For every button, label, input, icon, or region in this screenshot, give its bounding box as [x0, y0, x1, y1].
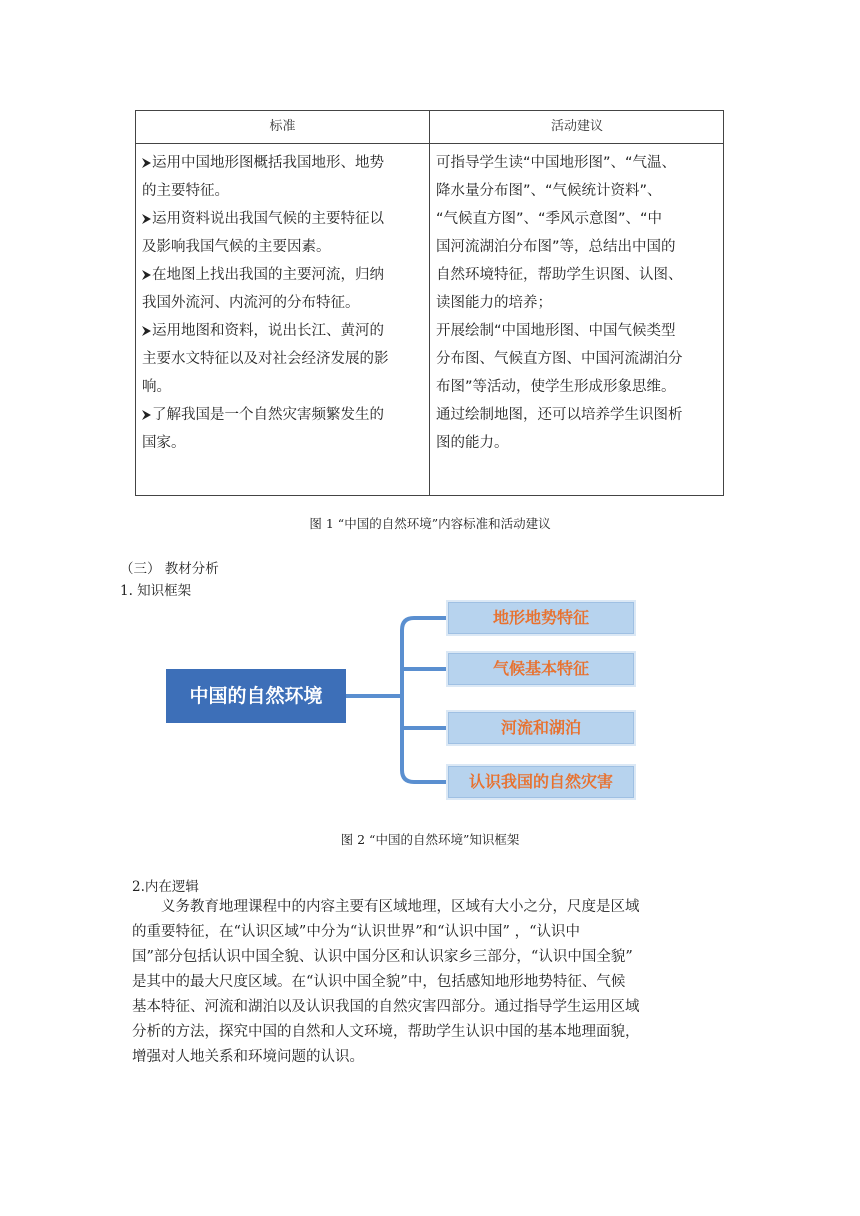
suggestion-line: 国河流湖泊分布图”等，总结出中国的 — [436, 239, 676, 255]
body-line: 国”部分包括认识中国全貌、认识中国分区和认识家乡三部分，“认识中国全貌” — [132, 949, 633, 965]
body-line: 增强对人地关系和环境问题的认识。 — [132, 1049, 364, 1065]
branch-node: 河流和湖泊 — [446, 710, 636, 746]
suggestion-line: 通过绘制地图，还可以培养学生识图析 — [436, 407, 683, 423]
standard-item — [142, 317, 425, 401]
suggestion-line: 自然环境特征，帮助学生识图、认图、 — [436, 267, 683, 283]
standard-item — [142, 401, 425, 457]
table-column-divider — [429, 111, 430, 495]
standard-text: 响。 — [142, 379, 171, 395]
standard-text: 运用地图和资料，说出长江、黄河的 — [152, 323, 384, 339]
standard-item — [142, 149, 425, 205]
suggestion-line: 降水量分布图”、“气候统计资料”、 — [436, 183, 662, 199]
arrow-bullet-icon — [142, 270, 151, 280]
standard-text: 国家。 — [142, 435, 186, 451]
body-line: 基本特征、河流和湖泊以及认识我国的自然灾害四部分。通过指导学生运用区域 — [132, 999, 640, 1015]
standard-text: 及影响我国气候的主要因素。 — [142, 239, 331, 255]
section-heading: （三） 教材分析 — [120, 561, 219, 577]
body-line: 分析的方法，探究中国的自然和人文环境，帮助学生认识中国的基本地理面貌， — [132, 1024, 640, 1040]
arrow-bullet-icon — [142, 158, 151, 168]
branch-node: 气候基本特征 — [446, 651, 636, 687]
body-line: 的重要特征，在“认识区域”中分为“认识世界”和“认识中国” ，“认识中 — [132, 924, 580, 940]
standards-cell — [142, 149, 425, 457]
root-node: 中国的自然环境 — [166, 669, 346, 723]
suggestion-line: 分布图、气候直方图、中国河流湖泊分 — [436, 351, 683, 367]
body-paragraph — [132, 895, 732, 1070]
standard-text: 在地图上找出我国的主要河流，归纳 — [152, 267, 384, 283]
branch-node: 认识我国的自然灾害 — [446, 764, 636, 800]
standard-text: 运用资料说出我国气候的主要特征以 — [152, 211, 384, 227]
suggestion-line: 可指导学生读“中国地形图”、“气温、 — [436, 155, 677, 171]
table-header-suggestion: 活动建议 — [550, 119, 603, 134]
body-line: 是其中的最大尺度区域。在“认识中国全貌”中，包括感知地形地势特征、气候 — [132, 974, 626, 990]
arrow-bullet-icon — [142, 326, 151, 336]
standard-item — [142, 261, 425, 317]
standard-text: 了解我国是一个自然灾害频繁发生的 — [152, 407, 384, 423]
suggestion-line: 布图”等活动，使学生形成形象思维。 — [436, 379, 676, 395]
table-header-standard: 标准 — [269, 119, 296, 134]
suggestions-cell — [436, 149, 720, 457]
arrow-bullet-icon — [142, 410, 151, 420]
suggestion-line: “气候直方图”、“季风示意图”、“中 — [436, 211, 663, 227]
branch-node: 地形地势特征 — [446, 600, 636, 636]
figure-2-caption: 图 2 “中国的自然环境”知识框架 — [340, 832, 520, 847]
standard-text: 主要水文特征以及对社会经济发展的影 — [142, 351, 389, 367]
suggestion-line: 图的能力。 — [436, 435, 509, 451]
arrow-bullet-icon — [142, 214, 151, 224]
suggestion-line: 读图能力的培养； — [436, 295, 552, 311]
standard-text: 的主要特征。 — [142, 183, 229, 199]
standard-text: 运用中国地形图概括我国地形、地势 — [152, 155, 384, 171]
figure-1-caption: 图 1 “中国的自然环境”内容标准和活动建议 — [309, 516, 551, 531]
body-line: 义务教育地理课程中的内容主要有区域地理，区域有大小之分，尺度是区域 — [132, 899, 640, 915]
standard-text: 我国外流河、内流河的分布特征。 — [142, 295, 360, 311]
standards-table — [135, 110, 724, 496]
standard-item — [142, 205, 425, 261]
subsection-heading: 1. 知识框架 — [120, 583, 192, 599]
suggestion-line: 开展绘制“中国地形图、中国气候类型 — [436, 323, 676, 339]
subsection-heading: 2.内在逻辑 — [132, 879, 199, 895]
knowledge-framework-diagram — [150, 590, 650, 820]
